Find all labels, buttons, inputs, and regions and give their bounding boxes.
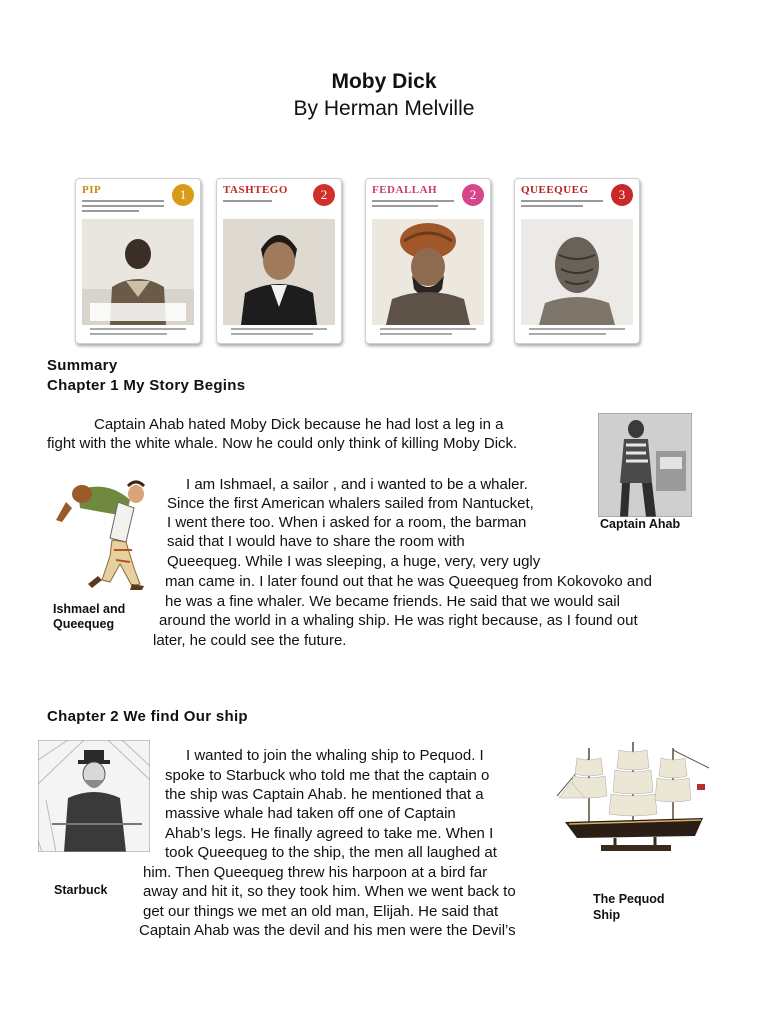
fedallah-portrait-image	[372, 219, 484, 325]
character-card-tashtego	[216, 178, 342, 344]
chapter-1-line: I am Ishmael, a sailor , and i wanted to be a whaler.	[186, 476, 528, 493]
chapter-2-line: the ship was Captain Ahab. he mentioned that a	[165, 786, 484, 803]
chapter-2-line: I wanted to join the whaling ship to Pequod. I	[186, 747, 484, 764]
card-number-badge: 2	[313, 184, 335, 206]
card-name: QUEEQUEG	[521, 184, 589, 196]
starbuck-caption: Starbuck	[54, 883, 108, 897]
chapter-2-heading: Chapter 2 We find Our ship	[47, 708, 248, 725]
ishmael-caption-line: Queequeg	[53, 617, 115, 631]
card-description	[372, 197, 454, 210]
card-description	[82, 197, 164, 215]
chapter-2-line: Captain Ahab was the devil and his men were the Devil’s	[139, 922, 516, 939]
chapter-1-line: Queequeg. While I was sleeping, a huge, very, very ugly	[167, 553, 541, 570]
document-title: Moby Dick	[331, 70, 437, 93]
chapter-1-line: I went there too. When i asked for a room, the barman	[167, 514, 527, 531]
summary-heading: Summary	[47, 357, 118, 374]
ship-caption-line: The Pequod	[593, 892, 665, 906]
chapter-2-line: get our things we met an old man, Elijah. He said that	[143, 903, 499, 920]
character-card-pip	[75, 178, 201, 344]
tashtego-portrait-image	[223, 219, 335, 325]
pip-portrait-image	[82, 219, 194, 325]
chapter-1-line: said that I would have to share the room with	[167, 533, 465, 550]
character-card-queequeg	[514, 178, 640, 344]
card-description	[521, 197, 603, 210]
card-name: PIP	[82, 184, 102, 196]
document-author: By Herman Melville	[293, 97, 475, 120]
chapter-2-line: away and hit it, so they took him. When we went back to	[143, 883, 516, 900]
ishmael-caption-line: Ishmael and	[53, 602, 126, 616]
chapter-2-line: Ahab’s legs. He finally agreed to take me. When I	[165, 825, 494, 842]
chapter-2-line: spoke to Starbuck who told me that the captain o	[165, 767, 490, 784]
card-name: TASHTEGO	[223, 184, 288, 196]
captain-ahab-caption: Captain Ahab	[600, 517, 681, 531]
starbuck-image	[38, 740, 150, 852]
ishmael-and-queequeg-image	[48, 472, 152, 592]
chapter-2-line: massive whale had taken off one of Captain	[165, 805, 456, 822]
chapter-1-line: Captain Ahab hated Moby Dick because he had lost a leg in a	[94, 416, 504, 433]
chapter-2-line: him. Then Queequeg threw his harpoon at a bird far	[143, 864, 488, 881]
card-number-badge: 3	[611, 184, 633, 206]
chapter-2-line: took Queequeg to the ship, the men all laughed at	[165, 844, 497, 861]
chapter-1-line: fight with the white whale. Now he could only think of killing Moby Dick.	[47, 435, 518, 452]
chapter-1-line: man came in. I later found out that he was Queequeg from Kokovoko and	[165, 573, 652, 590]
ship-caption-line: Ship	[593, 908, 621, 922]
chapter-1-line: he was a fine whaler. We became friends. He said that we would sail	[165, 593, 620, 610]
pequod-ship-image	[555, 738, 713, 854]
card-number-badge: 1	[172, 184, 194, 206]
captain-ahab-image	[598, 413, 692, 517]
queequeg-portrait-image	[521, 219, 633, 325]
card-description	[223, 197, 305, 205]
character-card-fedallah	[365, 178, 491, 344]
chapter-1-line: Since the first American whalers sailed from Nantucket,	[167, 495, 534, 512]
card-number-badge: 2	[462, 184, 484, 206]
card-name: FEDALLAH	[372, 184, 438, 196]
chapter-1-line: later, he could see the future.	[153, 632, 347, 649]
chapter-1-heading: Chapter 1 My Story Begins	[47, 377, 246, 394]
chapter-1-line: around the world in a whaling ship. He was right because, as I found out	[159, 612, 638, 629]
